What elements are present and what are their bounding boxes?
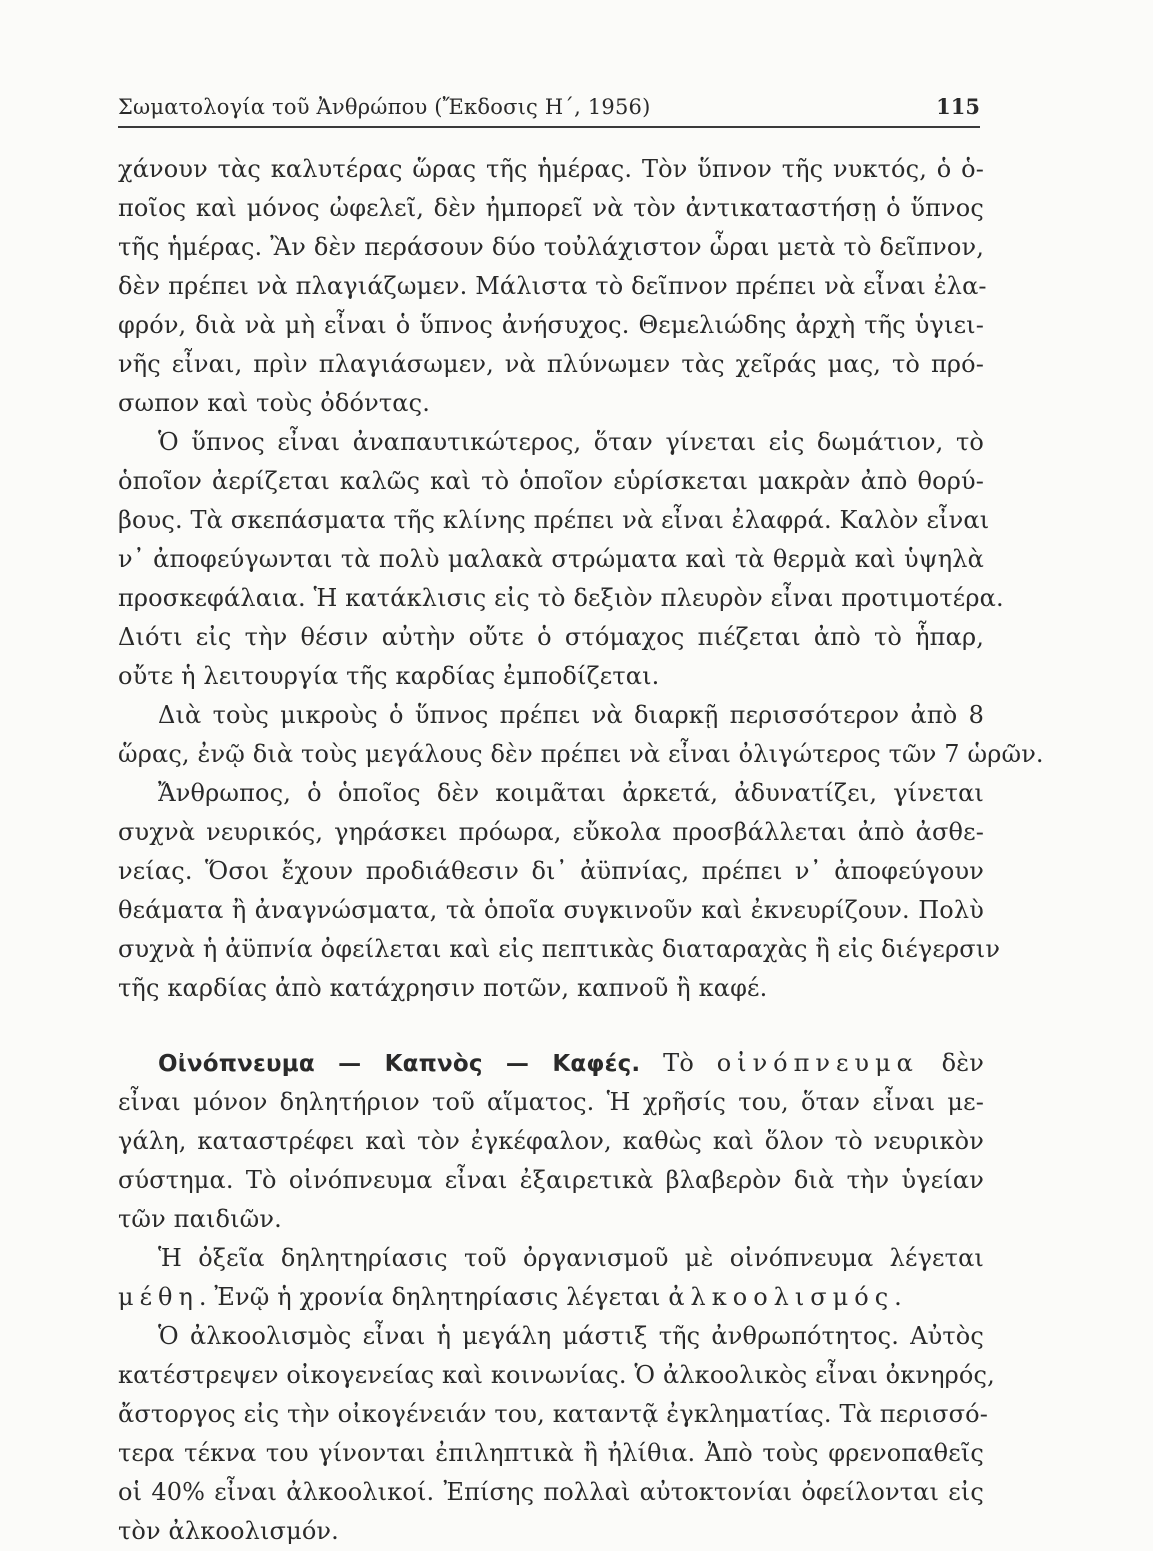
text-line: ὥρας, ἐνῷ διὰ τοὺς μεγάλους δὲν πρέπει νὰ εἶναι ὀλιγώτερος τῶν 7 ὡρῶν. xyxy=(118,740,1044,768)
paragraph-methi xyxy=(118,1239,984,1317)
text-line: τερα τέκνα του γίνονται ἐπιληπτικὰ ἢ ἠλίθια. Ἀπὸ τοὺς φρενοπαθεῖς xyxy=(118,1439,984,1467)
spaced-term-alkoolismos: ἀλκοολισμός xyxy=(668,1283,895,1311)
text-line: τῆς καρδίας ἀπὸ κατάχρησιν ποτῶν, καπνοῦ ἢ καφέ. xyxy=(118,974,768,1002)
paragraph-sleep-room xyxy=(118,423,1004,696)
section-tail-word: δὲν xyxy=(941,1049,985,1077)
text-line: σύστημα. Τὸ οἰνόπνευμα εἶναι ἐξαιρετικὰ βλαβερὸν διὰ τὴν ὑγείαν xyxy=(118,1166,984,1194)
methi-end-text: . xyxy=(894,1283,902,1311)
text-line: ν᾿ ἀποφεύγωνται τὰ πολὺ μαλακὰ στρώματα καὶ τὰ θερμὰ καὶ ὑψηλὰ xyxy=(118,545,984,573)
text-line: θεάματα ἢ ἀναγνώσματα, τὰ ὁποῖα συγκινοῦν καὶ ἐκνευρίζουν. Πολὺ xyxy=(118,896,984,924)
text-line: Ἄνθρωπος, ὁ ὁποῖος δὲν κοιμᾶται ἀρκετά, ἀδυνατίζει, γίνεται xyxy=(158,779,984,807)
text-line: Ἡ ὀξεῖα δηλητηρίασις τοῦ ὀργανισμοῦ μὲ οἰνόπνευμα λέγεται xyxy=(158,1244,984,1272)
section-first-line xyxy=(118,1044,984,1083)
section-gap xyxy=(118,1008,984,1044)
text-line-with-terms xyxy=(118,1278,984,1317)
text-line: Διότι εἰς τὴν θέσιν αὐτὴν οὔτε ὁ στόμαχος πιέζεται ἀπὸ τὸ ἧπαρ, xyxy=(118,623,984,651)
text-line: τὸν ἀλκοολισμόν. xyxy=(118,1517,339,1545)
text-line: Διὰ τοὺς μικροὺς ὁ ὕπνος πρέπει νὰ διαρκῇ περισσότερον ἀπὸ 8 xyxy=(158,701,984,729)
page-body xyxy=(118,150,1044,1551)
paragraph-sleep-duration xyxy=(118,696,1044,774)
paragraph-insomnia xyxy=(118,774,1001,1008)
text-line: εἶναι μόνον δηλητήριον τοῦ αἵματος. Ἡ χρῆσίς του, ὅταν εἶναι με- xyxy=(118,1088,984,1116)
text-line: Ὁ ὕπνος εἶναι ἀναπαυτικώτερος, ὅταν γίνεται εἰς δωμάτιον, τὸ xyxy=(158,428,984,456)
text-line: νείας. Ὅσοι ἔχουν προδιάθεσιν δι᾿ ἀϋπνίας, πρέπει ν᾿ ἀποφεύγουν xyxy=(118,857,984,885)
methi-middle-text: . Ἐνῷ ἡ χρονία δηλητηρίασις λέγεται xyxy=(198,1283,661,1311)
text-line: συχνὰ ἡ ἀϋπνία ὀφείλεται καὶ εἰς πεπτικὰς διαταραχὰς ἢ εἰς διέγερσιν xyxy=(118,935,1001,963)
text-line: φρόν, διὰ νὰ μὴ εἶναι ὁ ὕπνος ἀνήσυχος. Θεμελιώδης ἀρχὴ τῆς ὑγιει- xyxy=(118,311,984,339)
text-line: τῶν παιδιῶν. xyxy=(118,1205,282,1233)
spaced-term-methi: μέθη xyxy=(118,1283,199,1311)
text-line: ποῖος καὶ μόνος ὠφελεῖ, δὲν ἠμπορεῖ νὰ τὸν ἀντικαταστήσῃ ὁ ὕπνος xyxy=(118,194,984,222)
text-line: ἄστοργος εἰς τὴν οἰκογένειάν του, καταντᾷ ἐγκληματίας. Τὰ περισσό- xyxy=(118,1400,988,1428)
text-line: δὲν πρέπει νὰ πλαγιάζωμεν. Μάλιστα τὸ δεῖπνον πρέπει νὰ εἶναι ἐλα- xyxy=(118,272,987,300)
spaced-term-oinopnevma: οἰνόπνευμα xyxy=(716,1049,919,1077)
text-line: νῆς εἶναι, πρὶν πλαγιάσωμεν, νὰ πλύνωμεν τὰς χεῖράς μας, τὸ πρό- xyxy=(118,350,984,378)
text-line: σωπον καὶ τοὺς ὀδόντας. xyxy=(118,389,430,417)
text-line: γάλη, καταστρέφει καὶ τὸν ἐγκέφαλον, καθὼς καὶ ὅλον τὸ νευρικὸν xyxy=(118,1127,984,1155)
page-number: 115 xyxy=(936,94,980,119)
paragraph-alcoholism xyxy=(118,1317,995,1551)
paragraph-sleep-continuation xyxy=(118,150,987,423)
section-lead-word: Τὸ xyxy=(663,1049,694,1077)
text-line: χάνουν τὰς καλυτέρας ὥρας τῆς ἡμέρας. Τὸν ὕπνον τῆς νυκτός, ὁ ὁ- xyxy=(118,155,984,183)
text-line: προσκεφάλαια. Ἡ κατάκλισις εἰς τὸ δεξιὸν πλευρὸν εἶναι προτιμοτέρα. xyxy=(118,584,1004,612)
text-line: Ὁ ἀλκοολισμὸς εἶναι ἡ μεγάλη μάστιξ τῆς ἀνθρωπότητος. Αὐτὸς xyxy=(158,1322,984,1350)
text-line: βους. Τὰ σκεπάσματα τῆς κλίνης πρέπει νὰ εἶναι ἐλαφρά. Καλὸν εἶναι xyxy=(118,506,990,534)
section-heading: Οἰνόπνευμα — Καπνὸς — Καφές. xyxy=(158,1051,641,1077)
text-line: οἱ 40% εἶναι ἀλκοολικοί. Ἐπίσης πολλαὶ αὐτοκτονίαι ὀφείλονται εἰς xyxy=(118,1478,984,1506)
text-line: οὔτε ἡ λειτουργία τῆς καρδίας ἐμποδίζεται. xyxy=(118,662,660,690)
text-line: συχνὰ νευρικός, γηράσκει πρόωρα, εὔκολα προσβάλλεται ἀπὸ ἀσθε- xyxy=(118,818,984,846)
text-line: ὁποῖον ἀερίζεται καλῶς καὶ τὸ ὁποῖον εὑρίσκεται μακρὰν ἀπὸ θορύ- xyxy=(118,467,984,495)
section-alcohol xyxy=(118,1044,984,1239)
text-line: κατέστρεψεν οἰκογενείας καὶ κοινωνίας. Ὁ ἀλκοολικὸς εἶναι ὀκνηρός, xyxy=(118,1361,995,1389)
running-title: Σωματολογία τοῦ Ἀνθρώπου (Ἔκδοσις Η΄, 1956) xyxy=(118,95,651,119)
running-header xyxy=(118,92,980,128)
text-line: τῆς ἡμέρας. Ἂν δὲν περάσουν δύο τοὐλάχιστον ὧραι μετὰ τὸ δεῖπνον, xyxy=(118,233,984,261)
